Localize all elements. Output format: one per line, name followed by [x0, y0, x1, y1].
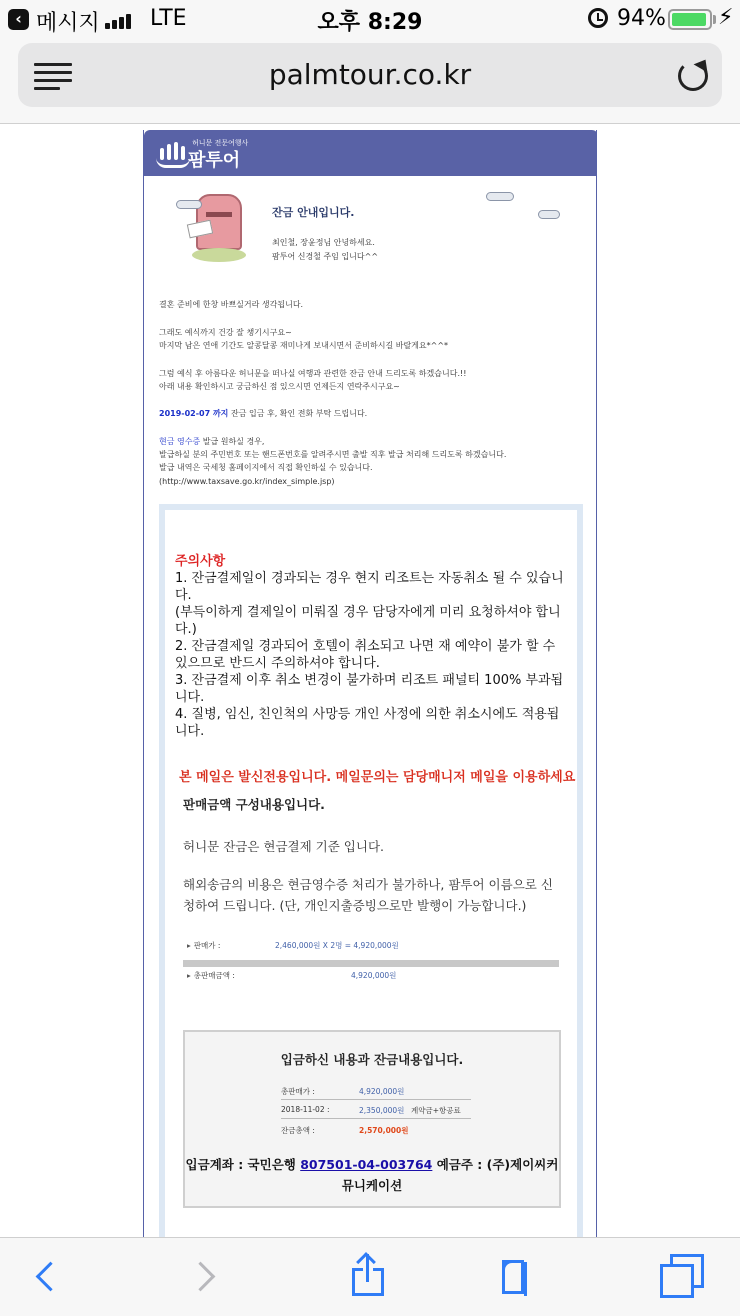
back-to-app-icon[interactable]: ‹ [8, 9, 29, 30]
sale-heading: 판매금액 구성내용입니다. [183, 797, 325, 812]
account-prefix: 입금계좌 : 국민은행 [185, 1157, 301, 1172]
battery-fill [672, 13, 706, 26]
deposit-row-value: 2,350,000원 [359, 1106, 405, 1115]
logo-name: 팜투어 [188, 150, 241, 171]
deposit-row-note: 계약금+항공료 [411, 1106, 461, 1115]
deposit-row-divider [281, 1099, 471, 1100]
sale-paragraph-2: 해외송금의 비용은 현금영수증 처리가 불가하나, 팜투어 이름으로 신청하여 드립니다. (단, 개인지출증빙으로만 발행이 가능합니다.) [183, 877, 553, 913]
bookmarks-icon[interactable] [502, 1258, 550, 1296]
notice-item: 3. 잔금결제 이후 취소 변경이 불가하며 리조트 패널티 100% 부과됩니다. [175, 673, 564, 705]
email-header [144, 130, 597, 176]
deposit-row-divider [281, 1118, 471, 1119]
charging-icon: ⚡ [718, 5, 734, 30]
battery-nub [713, 15, 716, 24]
account-suffix: 예금주 : (주)제이씨커뮤니케이션 [341, 1157, 559, 1193]
sale-paragraph-1: 허니문 잔금은 현금결제 기준 입니다. [183, 839, 384, 854]
receipt-line-3: 발급 내역은 국세청 홈페이지에서 직접 확인하실 수 있습니다. [159, 463, 373, 472]
receipt-url[interactable]: (http://www.taxsave.go.kr/index_simple.jsp) [159, 477, 335, 486]
notice-item: 2. 잔금결제일 경과되어 호텔이 취소되고 나면 재 예약이 불가 할 수 있으므로 반드시 주의하셔야 합니다. [175, 639, 556, 671]
deposit-row-label: 잔금총액 : [281, 1126, 315, 1135]
cloud-illustration [176, 200, 202, 209]
greeting-line-1: 최인철, 장윤정님 안녕하세요. [272, 238, 375, 247]
paragraph-3b: 아래 내용 확인하시고 궁금하신 점 있으시면 언제든지 연락주시구요~ [159, 382, 400, 391]
notice-list [175, 570, 567, 740]
email-content [143, 130, 597, 1240]
total-row-label: ▸ 총판매금액 : [187, 971, 235, 980]
paragraph-2a: 그래도 예식까지 건강 잘 챙기시구요~ [159, 328, 292, 337]
cloud-illustration [538, 210, 560, 219]
deposit-row-label: 총판매가 : [281, 1087, 315, 1096]
url-text[interactable]: palmtour.co.kr [268, 58, 472, 91]
network-type: LTE [150, 6, 187, 31]
deposit-row-value: 4,920,000원 [359, 1087, 405, 1096]
price-row-label: ▸ 판매가 : [187, 941, 221, 950]
account-number-link[interactable]: 807501-04-003764 [300, 1157, 433, 1172]
browser-address-bar [0, 38, 740, 124]
cloud-illustration [486, 192, 514, 201]
price-row-value: 2,460,000원 X 2명 = 4,920,000원 [275, 941, 399, 950]
forward-arrow-icon[interactable] [190, 1260, 220, 1294]
url-field[interactable] [18, 43, 722, 107]
bank-account-info [185, 1154, 559, 1196]
notice-box [159, 504, 583, 1240]
balance-value: 2,570,000원 [359, 1126, 409, 1135]
receipt-line-2: 발급하실 분의 주민번호 또는 핸드폰번호를 알려주시면 출발 직후 발급 처리해 드리도록 하겠습니다. [159, 450, 507, 459]
logo-tagline: 허니문 전문여행사 [192, 139, 249, 147]
tabs-icon[interactable] [660, 1254, 706, 1300]
deadline-text: 잔금 입금 후, 확인 전화 부탁 드립니다. [228, 409, 368, 418]
back-arrow-icon[interactable] [30, 1260, 60, 1294]
send-only-warning: 본 메일은 발신전용입니다. 메일문의는 담당매니저 메일을 이용하세요 [179, 770, 576, 785]
notice-heading: 주의사항 [175, 554, 226, 569]
back-to-app-label[interactable]: 메시지 [36, 11, 100, 36]
notice-item: (부득이하게 결제일이 미뤄질 경우 담당자에게 미리 요청하셔야 합니다.) [175, 605, 561, 637]
paragraph-3a: 그럼 예식 후 아름다운 허니문을 떠나실 여행과 관련한 잔금 안내 드리도록 하겠습니다.!! [159, 369, 467, 378]
total-row-value: 4,920,000원 [351, 971, 397, 980]
alarm-icon [588, 8, 608, 28]
reload-icon[interactable] [678, 61, 708, 91]
battery-icon [668, 9, 712, 30]
paragraph-1: 결혼 준비에 한창 바쁘실거라 생각됩니다. [159, 300, 304, 309]
receipt-line-1 [159, 435, 264, 448]
paragraph-2b: 마지막 남은 연애 기간도 알콩달콩 재미나게 보내시면서 준비하시길 바랄게요*^^* [159, 341, 449, 350]
status-bar [0, 0, 740, 38]
email-title: 잔금 안내입니다. [272, 206, 355, 219]
clock: 오후 8:29 [317, 10, 423, 35]
receipt-line-1-text: 발급 원하실 경우, [200, 437, 265, 446]
battery-percent: 94% [617, 6, 666, 31]
divider-bar [183, 960, 559, 967]
deadline-line [159, 407, 367, 420]
browser-toolbar [0, 1237, 740, 1316]
logo-swoosh [156, 158, 190, 168]
deadline-date: 2019-02-07 까지 [159, 409, 229, 418]
deposit-summary-box [183, 1030, 561, 1208]
deposit-title: 입금하신 내용과 잔금내용입니다. [280, 1052, 464, 1067]
notice-item: 4. 질병, 임신, 친인척의 사망등 개인 사정에 의한 취소시에도 적용됩니다. [175, 707, 560, 739]
greeting-line-2: 팜투어 신경철 주임 입니다^^ [272, 252, 379, 261]
cash-receipt-link[interactable]: 현금 영수증 [159, 437, 201, 446]
notice-item: 1. 잔금결제일이 경과되는 경우 현지 리조트는 자동취소 될 수 있습니다. [175, 571, 564, 603]
share-icon[interactable] [350, 1252, 386, 1298]
deposit-row-label: 2018-11-02 : [281, 1105, 330, 1114]
